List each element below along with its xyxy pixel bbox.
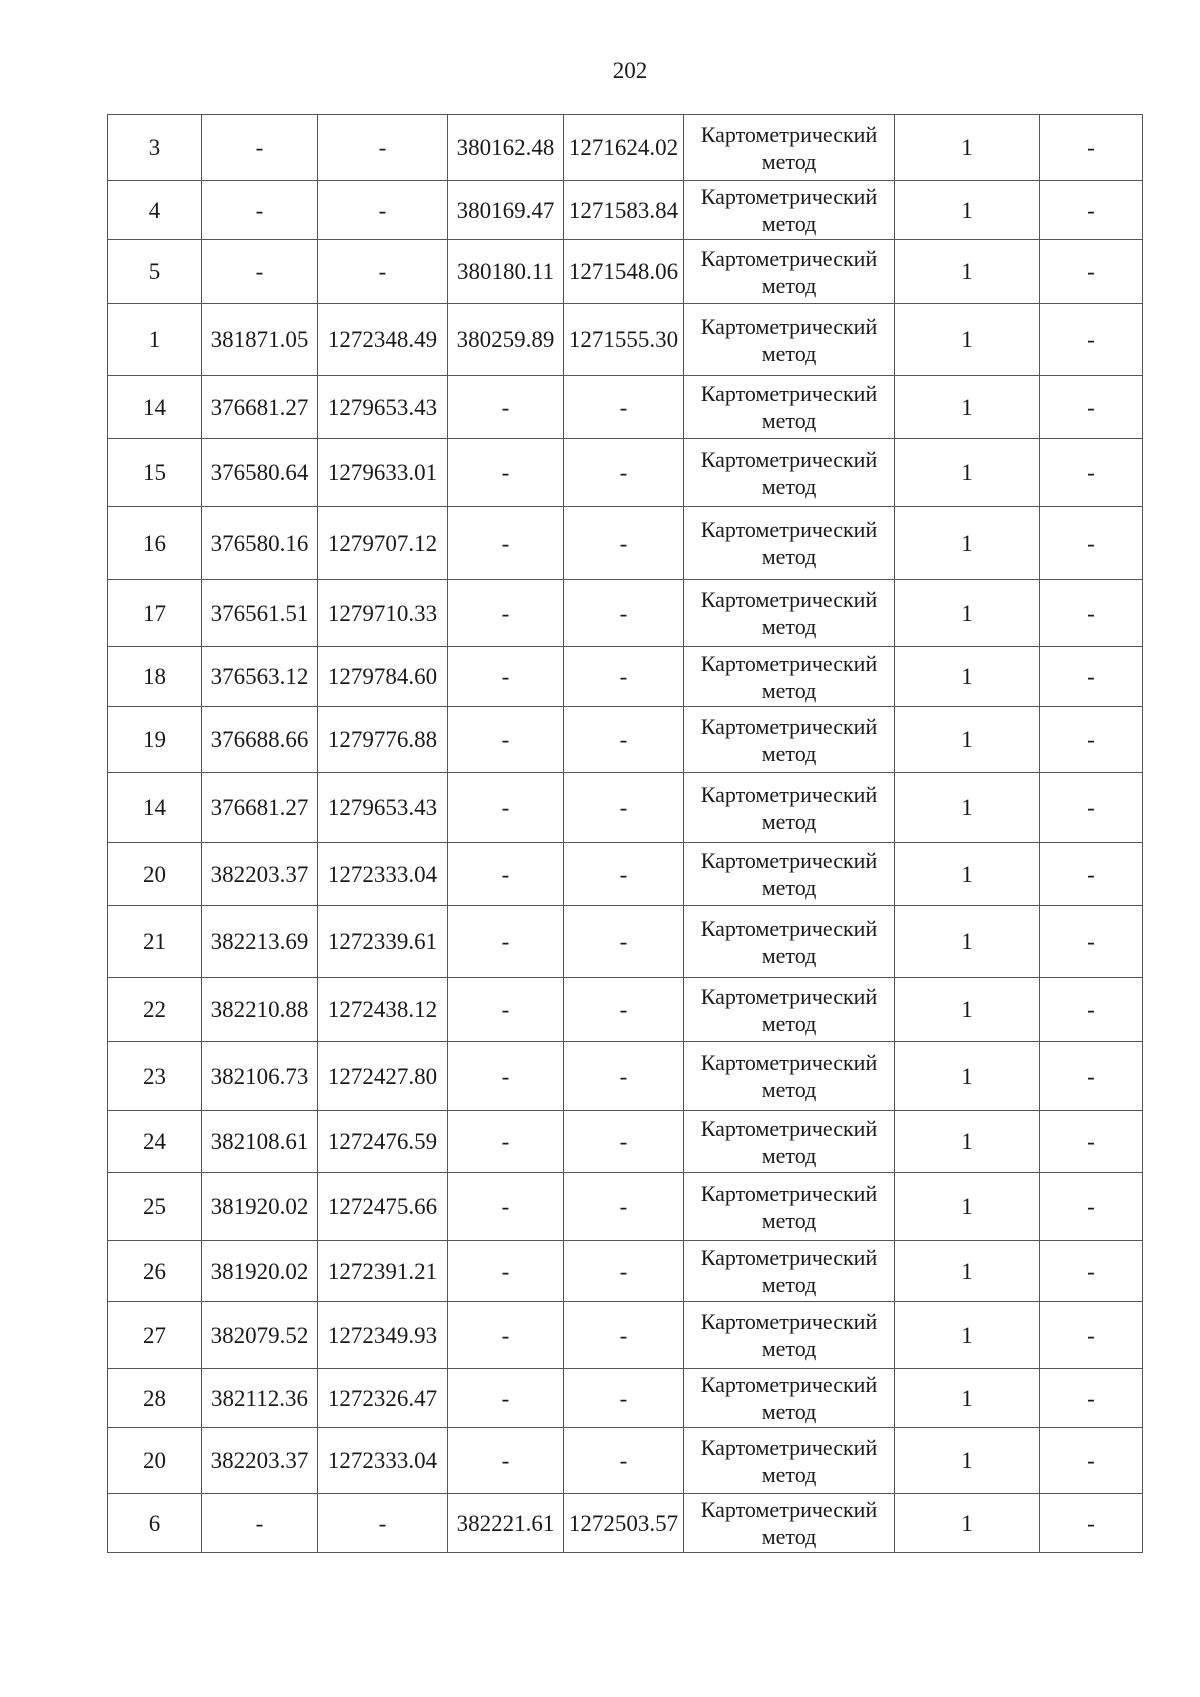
method-line-2: метод [761,211,817,236]
point-number-cell: 1 [108,304,202,376]
note-cell: - [1040,1111,1143,1173]
method-cell [684,1241,895,1302]
method-line-2: метод [761,1142,817,1168]
x-existing-cell: 382210.88 [202,978,318,1042]
y-new-cell: - [564,1369,684,1428]
method-line-1: Картометрический [700,446,878,472]
y-new-cell: - [564,906,684,978]
method-cell [684,439,895,507]
method-line-1: Картометрический [700,381,878,406]
x-existing-cell: 382213.69 [202,906,318,978]
point-number-cell: 26 [108,1241,202,1302]
note-cell: - [1040,843,1143,906]
method-line-1: Картометрический [700,781,878,807]
y-new-cell: - [564,978,684,1042]
method-line-1: Картометрический [700,1115,878,1141]
x-new-cell: 380180.11 [448,240,564,304]
x-existing-cell: 381920.02 [202,1241,318,1302]
y-new-cell: - [564,580,684,647]
y-new-cell: - [564,707,684,773]
accuracy-cell: 1 [895,1241,1040,1302]
note-cell: - [1040,707,1143,773]
y-existing-cell: 1279710.33 [318,580,448,647]
method-cell [684,647,895,707]
method-line-2: метод [761,808,817,834]
x-new-cell: 380259.89 [448,304,564,376]
y-existing-cell: - [318,1494,448,1553]
method-line-2: метод [761,1272,817,1297]
method-line-1: Картометрический [700,1180,878,1206]
method-cell [684,1494,895,1553]
y-new-cell: - [564,376,684,439]
method-line-1: Картометрический [700,1497,878,1522]
note-cell: - [1040,906,1143,978]
accuracy-cell: 1 [895,978,1040,1042]
point-number-cell: 28 [108,1369,202,1428]
method-line-2: метод [761,740,817,766]
point-number-cell: 25 [108,1173,202,1241]
method-line-2: метод [761,340,817,366]
accuracy-cell: 1 [895,1111,1040,1173]
x-existing-cell: 382108.61 [202,1111,318,1173]
table-row [108,1173,1143,1241]
x-new-cell: - [448,1173,564,1241]
y-new-cell: 1271624.02 [564,115,684,181]
note-cell: - [1040,773,1143,843]
page-number: 202 [612,58,648,83]
method-cell [684,843,895,906]
point-number-cell: 5 [108,240,202,304]
accuracy-cell: 1 [895,647,1040,707]
x-existing-cell: 376580.64 [202,439,318,507]
x-existing-cell: 382203.37 [202,843,318,906]
method-line-1: Картометрический [700,915,878,941]
method-line-1: Картометрический [700,848,878,873]
x-existing-cell: 382079.52 [202,1302,318,1369]
y-existing-cell: 1272333.04 [318,843,448,906]
point-number-cell: 15 [108,439,202,507]
accuracy-cell: 1 [895,1369,1040,1428]
accuracy-cell: 1 [895,906,1040,978]
method-line-2: метод [761,875,817,900]
table-row [108,1428,1143,1494]
y-new-cell: - [564,1302,684,1369]
point-number-cell: 3 [108,115,202,181]
x-existing-cell: 381920.02 [202,1173,318,1241]
method-line-1: Картометрический [700,1372,878,1397]
point-number-cell: 23 [108,1042,202,1111]
note-cell: - [1040,376,1143,439]
method-line-1: Картометрический [700,121,878,147]
accuracy-cell: 1 [895,181,1040,240]
method-line-1: Картометрический [700,1245,878,1270]
method-line-2: метод [761,1461,817,1487]
y-existing-cell: 1279776.88 [318,707,448,773]
method-line-1: Картометрический [700,983,878,1009]
note-cell: - [1040,1241,1143,1302]
note-cell: - [1040,1494,1143,1553]
x-existing-cell: 382106.73 [202,1042,318,1111]
note-cell: - [1040,1042,1143,1111]
method-cell [684,181,895,240]
method-line-1: Картометрический [700,245,878,271]
note-cell: - [1040,1369,1143,1428]
table-row [108,1241,1143,1302]
x-new-cell: 380169.47 [448,181,564,240]
y-existing-cell: 1279653.43 [318,376,448,439]
y-existing-cell: 1272348.49 [318,304,448,376]
x-existing-cell: - [202,240,318,304]
x-existing-cell: 376561.51 [202,580,318,647]
note-cell: - [1040,304,1143,376]
method-cell [684,240,895,304]
accuracy-cell: 1 [895,1494,1040,1553]
x-existing-cell: - [202,1494,318,1553]
method-line-2: метод [761,1399,817,1424]
point-number-cell: 24 [108,1111,202,1173]
table-row [108,1042,1143,1111]
x-existing-cell: 376688.66 [202,707,318,773]
x-new-cell: - [448,1302,564,1369]
table-row [108,376,1143,439]
y-new-cell: - [564,843,684,906]
table-row [108,843,1143,906]
y-existing-cell: 1272326.47 [318,1369,448,1428]
accuracy-cell: 1 [895,304,1040,376]
point-number-cell: 20 [108,843,202,906]
table-row [108,304,1143,376]
x-new-cell: - [448,507,564,580]
table-row [108,647,1143,707]
table-row [108,240,1143,304]
point-number-cell: 14 [108,773,202,843]
method-line-2: метод [761,614,817,639]
accuracy-cell: 1 [895,376,1040,439]
method-cell [684,304,895,376]
y-existing-cell: 1272333.04 [318,1428,448,1494]
method-cell [684,507,895,580]
table-row [108,439,1143,507]
note-cell: - [1040,1173,1143,1241]
table-row [108,181,1143,240]
x-new-cell: - [448,1042,564,1111]
x-existing-cell: - [202,181,318,240]
method-line-1: Картометрический [700,1309,878,1334]
note-cell: - [1040,240,1143,304]
accuracy-cell: 1 [895,843,1040,906]
x-new-cell: 382221.61 [448,1494,564,1553]
table-row [108,507,1143,580]
table-row [108,115,1143,181]
y-existing-cell: 1272391.21 [318,1241,448,1302]
method-line-2: метод [761,1077,817,1102]
accuracy-cell: 1 [895,1302,1040,1369]
method-cell [684,1042,895,1111]
method-cell [684,376,895,439]
x-existing-cell: 376681.27 [202,376,318,439]
method-cell [684,1428,895,1494]
x-existing-cell: 376580.16 [202,507,318,580]
table-row [108,1369,1143,1428]
method-line-2: метод [761,1207,817,1233]
point-number-cell: 18 [108,647,202,707]
note-cell: - [1040,507,1143,580]
method-line-2: метод [761,544,817,569]
y-new-cell: - [564,1428,684,1494]
note-cell: - [1040,978,1143,1042]
point-number-cell: 21 [108,906,202,978]
y-existing-cell: 1272438.12 [318,978,448,1042]
table-row [108,707,1143,773]
x-new-cell: - [448,1428,564,1494]
method-cell [684,978,895,1042]
method-line-1: Картометрический [700,650,878,676]
method-cell [684,1302,895,1369]
point-number-cell: 19 [108,707,202,773]
y-existing-cell: - [318,181,448,240]
method-line-1: Картометрический [700,1434,878,1460]
point-number-cell: 16 [108,507,202,580]
method-line-2: метод [761,272,817,298]
method-cell [684,580,895,647]
accuracy-cell: 1 [895,773,1040,843]
y-existing-cell: 1272475.66 [318,1173,448,1241]
accuracy-cell: 1 [895,507,1040,580]
y-new-cell: - [564,773,684,843]
table-row [108,1302,1143,1369]
method-cell [684,707,895,773]
note-cell: - [1040,439,1143,507]
y-new-cell: - [564,647,684,707]
method-line-1: Картометрический [700,313,878,339]
method-line-2: метод [761,408,817,433]
method-line-1: Картометрический [700,713,878,739]
y-new-cell: - [564,1241,684,1302]
y-new-cell: - [564,439,684,507]
accuracy-cell: 1 [895,1173,1040,1241]
accuracy-cell: 1 [895,115,1040,181]
y-existing-cell: 1279633.01 [318,439,448,507]
y-existing-cell: 1279784.60 [318,647,448,707]
table-row [108,580,1143,647]
method-cell [684,1369,895,1428]
x-new-cell: - [448,978,564,1042]
x-existing-cell: 381871.05 [202,304,318,376]
x-existing-cell: 382112.36 [202,1369,318,1428]
method-cell [684,115,895,181]
method-line-2: метод [761,1524,817,1549]
point-number-cell: 22 [108,978,202,1042]
point-number-cell: 17 [108,580,202,647]
accuracy-cell: 1 [895,1428,1040,1494]
x-existing-cell: - [202,115,318,181]
method-line-2: метод [761,1336,817,1361]
y-existing-cell: 1279653.43 [318,773,448,843]
note-cell: - [1040,1302,1143,1369]
y-new-cell: - [564,507,684,580]
y-new-cell: 1271583.84 [564,181,684,240]
x-new-cell: - [448,439,564,507]
x-new-cell: - [448,906,564,978]
y-new-cell: 1271555.30 [564,304,684,376]
x-existing-cell: 376563.12 [202,647,318,707]
note-cell: - [1040,1428,1143,1494]
method-cell [684,1111,895,1173]
y-new-cell: - [564,1042,684,1111]
y-existing-cell: - [318,240,448,304]
point-number-cell: 14 [108,376,202,439]
method-line-2: метод [761,473,817,499]
point-number-cell: 6 [108,1494,202,1553]
y-existing-cell: 1272349.93 [318,1302,448,1369]
table-row [108,978,1143,1042]
x-new-cell: - [448,1241,564,1302]
y-existing-cell: 1272339.61 [318,906,448,978]
table-body [108,115,1143,1553]
method-cell [684,1173,895,1241]
note-cell: - [1040,647,1143,707]
method-line-2: метод [761,677,817,703]
table-row [108,1111,1143,1173]
method-cell [684,773,895,843]
accuracy-cell: 1 [895,707,1040,773]
coordinates-table [107,114,1143,1553]
method-cell [684,906,895,978]
accuracy-cell: 1 [895,1042,1040,1111]
y-new-cell: - [564,1173,684,1241]
x-new-cell: - [448,707,564,773]
x-new-cell: - [448,1111,564,1173]
accuracy-cell: 1 [895,439,1040,507]
accuracy-cell: 1 [895,580,1040,647]
y-existing-cell: - [318,115,448,181]
x-new-cell: - [448,580,564,647]
x-new-cell: - [448,1369,564,1428]
table-row [108,1494,1143,1553]
x-new-cell: - [448,376,564,439]
table-row [108,906,1143,978]
method-line-1: Картометрический [700,1050,878,1075]
method-line-1: Картометрический [700,517,878,542]
note-cell: - [1040,115,1143,181]
method-line-2: метод [761,1010,817,1036]
method-line-1: Картометрический [700,587,878,612]
method-line-2: метод [761,148,817,174]
y-new-cell: - [564,1111,684,1173]
x-new-cell: - [448,773,564,843]
accuracy-cell: 1 [895,240,1040,304]
method-line-2: метод [761,942,817,968]
y-new-cell: 1271548.06 [564,240,684,304]
x-new-cell: - [448,843,564,906]
point-number-cell: 4 [108,181,202,240]
x-existing-cell: 376681.27 [202,773,318,843]
note-cell: - [1040,580,1143,647]
y-new-cell: 1272503.57 [564,1494,684,1553]
x-existing-cell: 382203.37 [202,1428,318,1494]
x-new-cell: 380162.48 [448,115,564,181]
point-number-cell: 20 [108,1428,202,1494]
note-cell: - [1040,181,1143,240]
point-number-cell: 27 [108,1302,202,1369]
y-existing-cell: 1279707.12 [318,507,448,580]
y-existing-cell: 1272427.80 [318,1042,448,1111]
y-existing-cell: 1272476.59 [318,1111,448,1173]
x-new-cell: - [448,647,564,707]
method-line-1: Картометрический [700,184,878,209]
table-row [108,773,1143,843]
